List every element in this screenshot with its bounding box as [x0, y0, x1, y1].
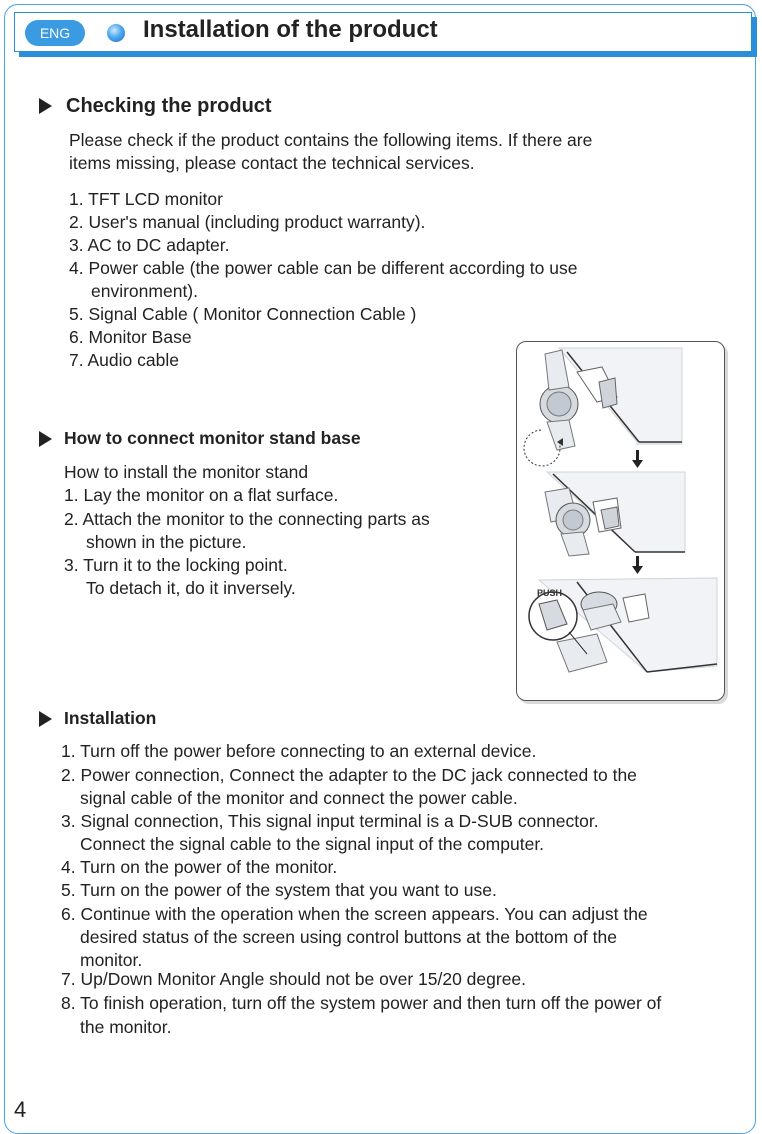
list-item: 4. Turn on the power of the monitor. [61, 857, 338, 877]
list-item: 1. Turn off the power before connecting to an external device. [61, 741, 537, 761]
section-title-stand: How to connect monitor stand base [64, 428, 361, 448]
intro-line: items missing, please contact the technical services. [69, 153, 475, 173]
list-item: 4. Power cable (the power cable can be different according to use [69, 258, 578, 278]
section-arrow-icon [39, 98, 52, 114]
list-item: 3. Turn it to the locking point. [64, 555, 288, 575]
intro-line: Please check if the product contains the following items. If there are [69, 130, 593, 150]
section-title-checking: Checking the product [66, 95, 272, 117]
list-item: the monitor. [80, 1017, 172, 1037]
list-item: 6. Continue with the operation when the screen appears. You can adjust the [61, 904, 648, 924]
list-item: To detach it, do it inversely. [86, 578, 296, 598]
list-item: 1. Lay the monitor on a flat surface. [64, 485, 339, 505]
list-item: How to install the monitor stand [64, 462, 309, 482]
language-badge: ENG [25, 20, 85, 46]
section-title-installation: Installation [64, 708, 157, 728]
list-item: 2. Attach the monitor to the connecting parts as [64, 509, 430, 529]
list-item: 7. Audio cable [69, 350, 179, 370]
list-item: 8. To finish operation, turn off the system power and then turn off the power of [61, 993, 662, 1013]
list-item: 5. Turn on the power of the system that you want to use. [61, 880, 497, 900]
down-arrow-icon [632, 450, 643, 468]
list-item: 5. Signal Cable ( Monitor Connection Cable ) [69, 304, 417, 324]
step2-illustration [545, 472, 685, 556]
list-item: 2. User's manual (including product warranty). [69, 212, 426, 232]
list-item: environment). [91, 281, 198, 301]
section-arrow-icon [39, 711, 52, 727]
step3-illustration [529, 578, 717, 672]
list-item: 2. Power connection, Connect the adapter to the DC jack connected to the [61, 765, 637, 785]
list-item: Connect the signal cable to the signal input of the computer. [80, 834, 545, 854]
list-item: monitor. [80, 950, 143, 970]
list-item: 3. AC to DC adapter. [69, 235, 230, 255]
stand-installation-figure [516, 341, 725, 701]
stand-illustration [517, 342, 724, 700]
page-title: Installation of the product [143, 16, 438, 43]
list-item: 1. TFT LCD monitor [69, 189, 223, 209]
page-number: 4 [14, 1097, 27, 1122]
list-item: 6. Monitor Base [69, 327, 192, 347]
bullet-dot-icon [107, 24, 125, 42]
push-label: PUSH [537, 588, 563, 598]
down-arrow-icon [632, 556, 643, 574]
list-item: 3. Signal connection, This signal input terminal is a D-SUB connector. [61, 811, 599, 831]
list-item: signal cable of the monitor and connect the power cable. [80, 788, 518, 808]
list-item: 7. Up/Down Monitor Angle should not be over 15/20 degree. [61, 969, 527, 989]
section-arrow-icon [39, 431, 52, 447]
step1-illustration [524, 348, 682, 466]
list-item: desired status of the screen using control buttons at the bottom of the [80, 927, 617, 947]
list-item: shown in the picture. [86, 532, 247, 552]
